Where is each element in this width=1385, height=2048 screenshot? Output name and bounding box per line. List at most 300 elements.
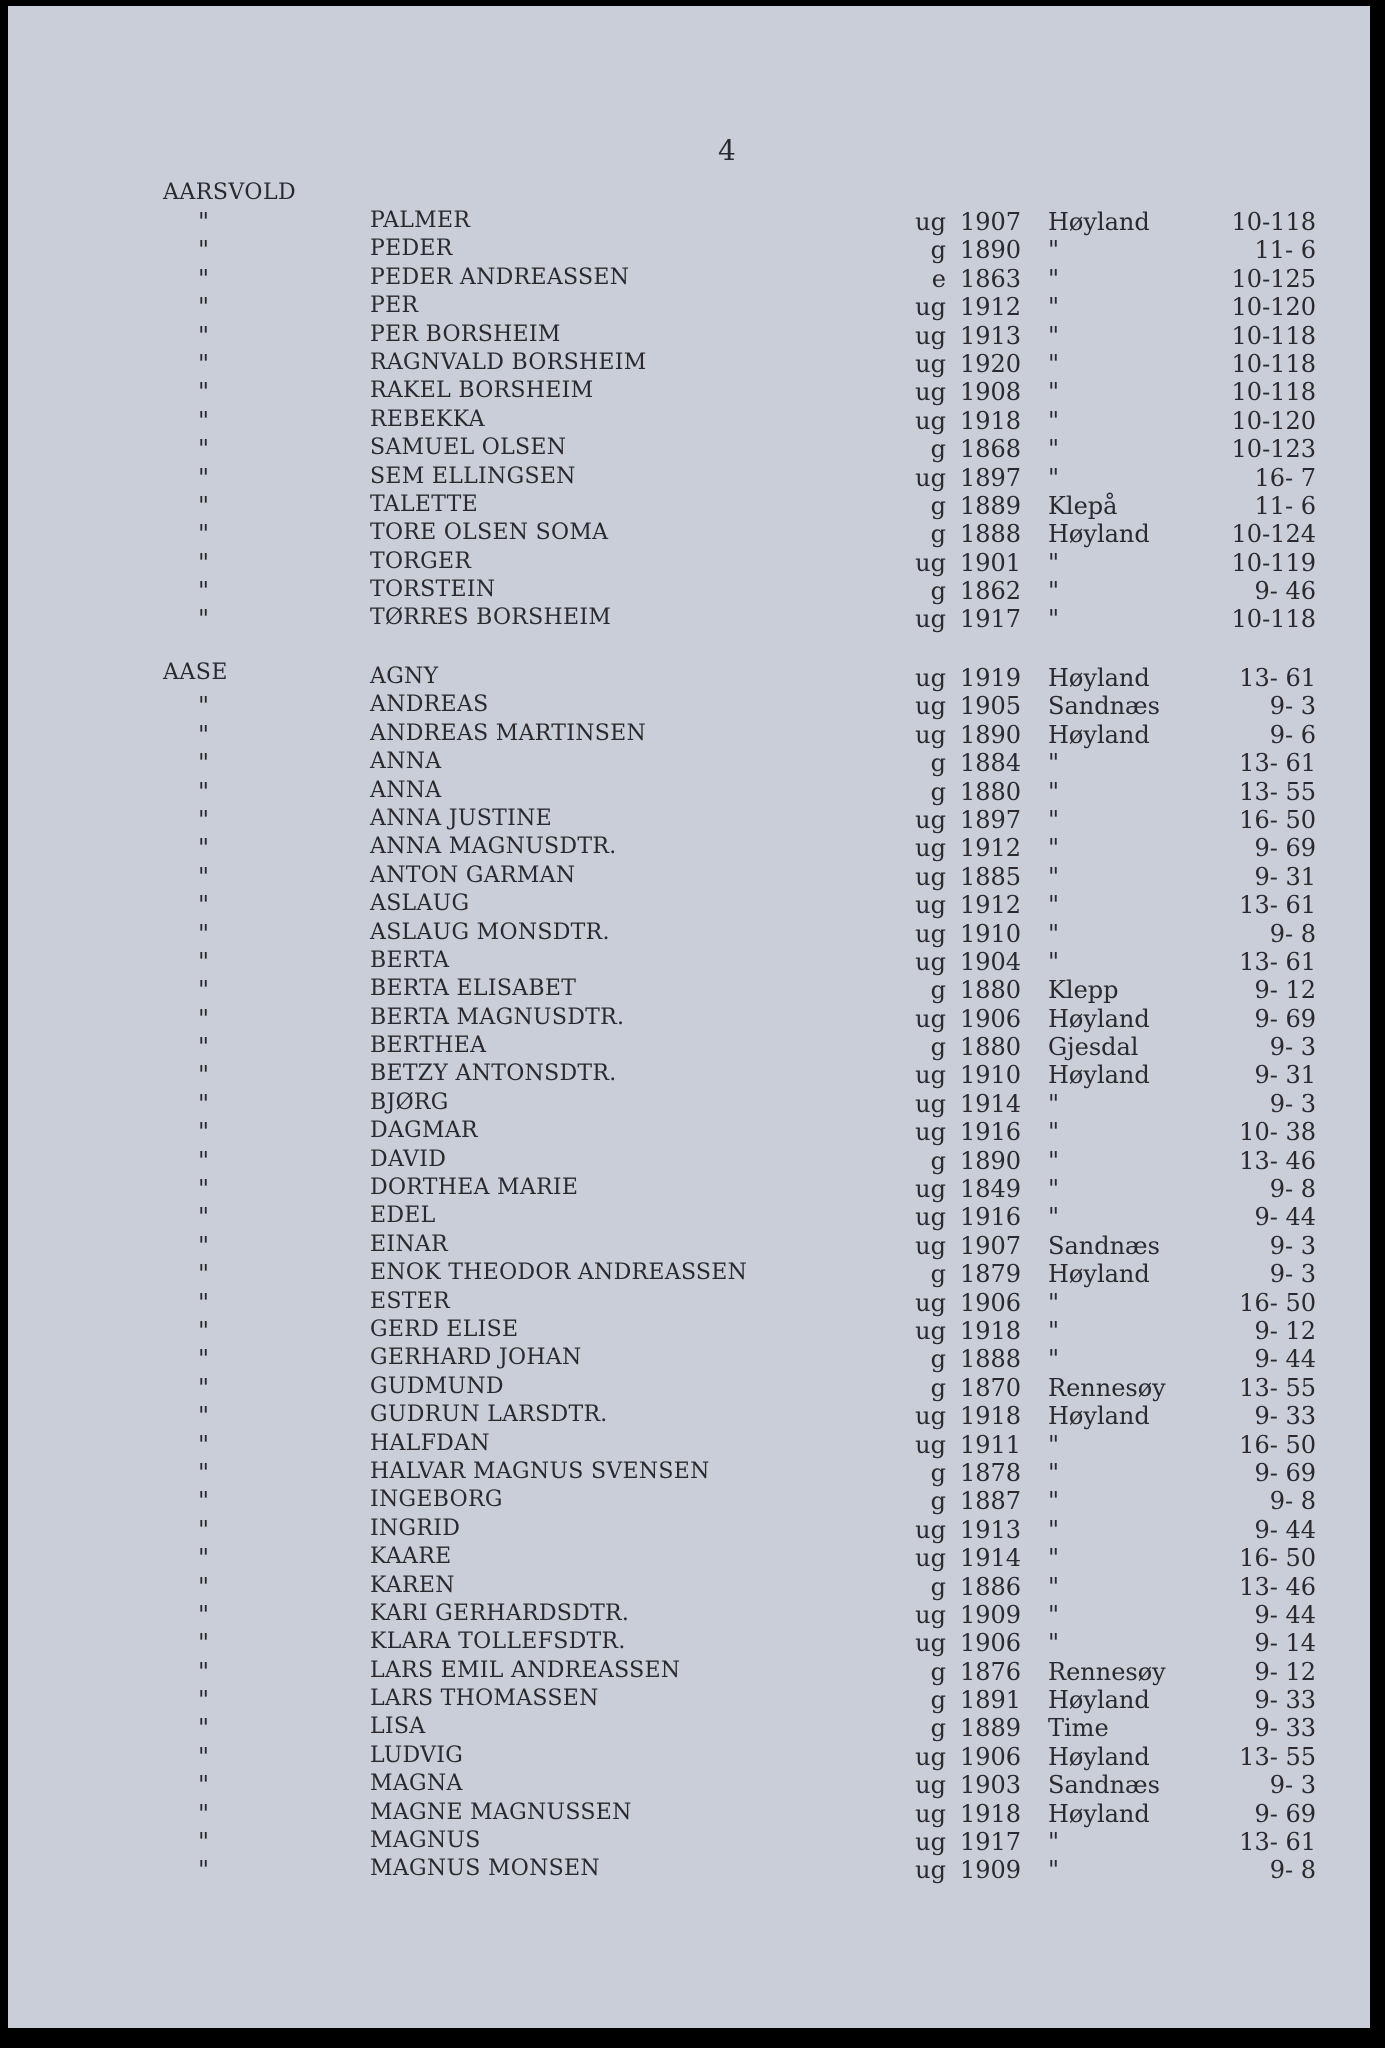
ditto-mark: " [198,1260,210,1289]
given-name: BERTA ELISABET [370,976,577,1002]
ditto-mark: " [198,236,210,265]
surname-heading: AARSVOLD [163,180,297,205]
birth-place: Høyland [1048,1004,1150,1033]
marital-status: g [930,1714,946,1743]
birth-place: " [1048,577,1060,606]
marital-status: ug [915,321,946,350]
reference: 10-119 [1231,548,1316,577]
ditto-mark: " [198,1061,210,1090]
birth-place: " [1048,435,1060,464]
surname-section-aarsvold [8,180,1370,634]
given-name: TORGER [370,548,472,574]
birth-year: 1917 [960,1828,1022,1857]
ditto-mark: " [198,1402,210,1431]
ditto-mark: " [198,1686,210,1715]
register-entry [8,1686,1370,1714]
ditto-mark: " [198,1487,210,1516]
marital-status: g [930,1458,946,1487]
birth-year: 1880 [960,1033,1022,1062]
given-name: INGEBORG [370,1487,503,1513]
given-name: ASLAUG MONSDTR. [370,919,610,945]
reference: 10-118 [1231,605,1316,634]
marital-status: ug [915,1118,946,1147]
birth-place: " [1048,862,1060,891]
register-entry [8,1828,1370,1856]
birth-year: 1919 [960,664,1022,692]
birth-place: " [1048,1345,1060,1374]
birth-year: 1911 [960,1430,1022,1459]
birth-year: 1907 [960,1231,1022,1260]
ditto-mark: " [198,1316,210,1345]
birth-year: 1889 [960,491,1022,520]
marital-status: ug [915,208,946,236]
marital-status: ug [915,805,946,834]
birth-year: 1888 [960,520,1022,549]
reference: 13- 55 [1239,777,1316,806]
birth-place: Høyland [1048,664,1150,692]
birth-place: Høyland [1048,520,1150,549]
given-name: ANDREAS MARTINSEN [370,720,647,746]
given-name: TØRRES BORSHEIM [370,605,612,631]
marital-status: g [930,1686,946,1715]
ditto-mark: " [198,208,210,236]
reference: 10-125 [1231,264,1316,293]
marital-status: g [930,1260,946,1289]
birth-place: Høyland [1048,1799,1150,1828]
birth-year: 1887 [960,1487,1022,1516]
reference: 9- 3 [1269,1033,1316,1062]
register-entry [8,1090,1370,1118]
register-entry [8,1402,1370,1430]
ditto-mark: " [198,1600,210,1629]
marital-status: g [930,1572,946,1601]
ditto-mark: " [198,321,210,350]
ditto-mark: " [198,777,210,806]
register-entry [8,1771,1370,1799]
birth-place: Høyland [1048,1402,1150,1431]
given-name: KAREN [370,1572,455,1598]
reference: 9- 31 [1254,862,1316,891]
birth-place: Høyland [1048,1260,1150,1289]
given-name: BERTHEA [370,1033,487,1059]
given-name: ESTER [370,1288,450,1314]
given-name: LUDVIG [370,1742,464,1768]
birth-place: Rennesøy [1048,1657,1166,1686]
marital-status: ug [915,1799,946,1828]
given-name: GUDMUND [370,1373,504,1399]
ditto-mark: " [198,834,210,863]
given-name: AGNY [370,664,439,689]
birth-place: " [1048,1487,1060,1516]
register-entry [8,1232,1370,1260]
birth-year: 1906 [960,1288,1022,1317]
birth-place: Høyland [1048,1742,1150,1771]
birth-year: 1880 [960,976,1022,1005]
birth-year: 1890 [960,236,1022,265]
birth-place: " [1048,1544,1060,1573]
birth-year: 1912 [960,834,1022,863]
reference: 9- 46 [1254,577,1316,606]
birth-year: 1906 [960,1742,1022,1771]
marital-status: ug [915,1856,946,1885]
register-entry [8,435,1370,463]
given-name: LARS THOMASSEN [370,1686,599,1712]
register-entry [8,1260,1370,1288]
birth-place: " [1048,1089,1060,1118]
register-entry [8,863,1370,891]
register-entry [8,236,1370,264]
reference: 13- 46 [1239,1146,1316,1175]
birth-year: 1890 [960,720,1022,749]
reference: 10-120 [1231,293,1316,322]
reference: 13- 61 [1239,891,1316,920]
birth-year: 1885 [960,862,1022,891]
reference: 13- 55 [1239,1742,1316,1771]
register-entry [8,378,1370,406]
register-entry [8,1800,1370,1828]
birth-place: " [1048,463,1060,492]
birth-place: " [1048,834,1060,863]
birth-year: 1914 [960,1089,1022,1118]
ditto-mark: " [198,520,210,549]
register-entry [8,1203,1370,1231]
given-name: KARI GERHARDSDTR. [370,1600,630,1626]
reference: 11- 6 [1254,236,1316,265]
marital-status: ug [915,1203,946,1232]
ditto-mark: " [198,1288,210,1317]
given-name: GUDRUN LARSDTR. [370,1402,608,1428]
birth-year: 1897 [960,463,1022,492]
given-name: PER [370,293,419,319]
birth-year: 1889 [960,1714,1022,1743]
ditto-mark: " [198,720,210,749]
marital-status: ug [915,1004,946,1033]
register-entry [8,1856,1370,1884]
birth-place: " [1048,749,1060,778]
register-entry [8,1317,1370,1345]
birth-place: " [1048,1203,1060,1232]
given-name: EINAR [370,1231,448,1257]
birth-place: " [1048,947,1060,976]
ditto-mark: " [198,1203,210,1232]
surname-section-aase [8,660,1370,1885]
given-name: HALVAR MAGNUS SVENSEN [370,1458,710,1484]
ditto-mark: " [198,919,210,948]
register-entry [8,322,1370,350]
given-name: LARS EMIL ANDREASSEN [370,1657,681,1683]
birth-year: 1909 [960,1856,1022,1885]
reference: 9- 14 [1254,1629,1316,1658]
reference: 13- 46 [1239,1572,1316,1601]
reference: 9- 69 [1254,834,1316,863]
document-page [8,6,1370,2028]
birth-place: Rennesøy [1048,1373,1166,1402]
marital-status: ug [915,1430,946,1459]
birth-year: 1912 [960,891,1022,920]
register-entry [8,1544,1370,1572]
reference: 9- 3 [1269,1089,1316,1118]
marital-status: g [930,435,946,464]
given-name: DORTHEA MARIE [370,1175,579,1201]
given-name: MAGNE MAGNUSSEN [370,1799,632,1825]
marital-status: ug [915,1515,946,1544]
given-name: BJØRG [370,1089,449,1115]
given-name: ANNA JUSTINE [370,805,552,831]
birth-year: 1917 [960,605,1022,634]
register-entry [8,1629,1370,1657]
ditto-mark: " [198,692,210,721]
ditto-mark: " [198,1458,210,1487]
given-name: GERD ELISE [370,1316,519,1342]
register-entry [8,293,1370,321]
birth-year: 1918 [960,1402,1022,1431]
marital-status: ug [915,720,946,749]
given-name: SAMUEL OLSEN [370,435,567,461]
register-entry [8,664,1370,692]
given-name: RAKEL BORSHEIM [370,378,594,404]
given-name: RAGNVALD BORSHEIM [370,349,647,375]
birth-year: 1910 [960,919,1022,948]
reference: 9- 3 [1269,1771,1316,1800]
marital-status: ug [915,1771,946,1800]
given-name: HALFDAN [370,1430,490,1456]
given-name: ENOK THEODOR ANDREASSEN [370,1260,748,1286]
reference: 9- 3 [1269,692,1316,721]
marital-status: g [930,520,946,549]
birth-year: 1880 [960,777,1022,806]
given-name: MAGNA [370,1771,463,1797]
given-name: ANNA MAGNUSDTR. [370,834,617,860]
register-entry [8,1345,1370,1373]
ditto-mark: " [198,1175,210,1204]
reference: 9- 8 [1269,1856,1316,1885]
given-name: PEDER [370,236,453,262]
marital-status: ug [915,1742,946,1771]
birth-year: 1906 [960,1004,1022,1033]
reference: 10-124 [1231,520,1316,549]
register-entry [8,605,1370,633]
birth-place: " [1048,406,1060,435]
birth-place: " [1048,548,1060,577]
birth-place: " [1048,891,1060,920]
birth-place: " [1048,1316,1060,1345]
ditto-mark: " [198,463,210,492]
ditto-mark: " [198,805,210,834]
register-entry [8,1005,1370,1033]
given-name: BERTA [370,947,450,973]
reference: 13- 55 [1239,1373,1316,1402]
register-entry [8,1147,1370,1175]
birth-place: " [1048,1515,1060,1544]
ditto-mark: " [198,1430,210,1459]
ditto-mark: " [198,1004,210,1033]
marital-status: ug [915,548,946,577]
register-entry [8,1516,1370,1544]
birth-place: " [1048,264,1060,293]
birth-place: Sandnæs [1048,692,1160,721]
ditto-mark: " [198,1544,210,1573]
reference: 9- 33 [1254,1714,1316,1743]
register-entry [8,1743,1370,1771]
register-entry [8,920,1370,948]
reference: 10-120 [1231,406,1316,435]
birth-place: Høyland [1048,208,1150,236]
marital-status: ug [915,664,946,692]
birth-year: 1918 [960,1799,1022,1828]
given-name: GERHARD JOHAN [370,1345,582,1371]
marital-status: g [930,777,946,806]
reference: 13- 61 [1239,664,1316,692]
register-entry [8,492,1370,520]
register-entry [8,1118,1370,1146]
register-entry [8,1431,1370,1459]
register-entry [8,1573,1370,1601]
given-name: ANDREAS [370,692,489,718]
reference: 9- 69 [1254,1799,1316,1828]
register-entry [8,1033,1370,1061]
marital-status: ug [915,891,946,920]
birth-year: 1888 [960,1345,1022,1374]
birth-place: " [1048,1175,1060,1204]
birth-year: 1908 [960,378,1022,407]
marital-status: ug [915,1288,946,1317]
birth-place: " [1048,777,1060,806]
given-name: LISA [370,1714,426,1740]
register-entry [8,265,1370,293]
register-entry [8,1459,1370,1487]
marital-status: ug [915,834,946,863]
given-name: DAVID [370,1146,447,1172]
marital-status: g [930,1146,946,1175]
birth-place: " [1048,321,1060,350]
register-entry [8,1658,1370,1686]
marital-status: ug [915,947,946,976]
reference: 9- 3 [1269,1231,1316,1260]
ditto-mark: " [198,1771,210,1800]
birth-year: 1909 [960,1600,1022,1629]
marital-status: ug [915,349,946,378]
reference: 10-123 [1231,435,1316,464]
ditto-mark: " [198,1231,210,1260]
given-name: DAGMAR [370,1118,478,1144]
register-entry [8,520,1370,548]
ditto-mark: " [198,1629,210,1658]
reference: 10- 38 [1239,1118,1316,1147]
register-entry [8,464,1370,492]
reference: 9- 33 [1254,1686,1316,1715]
birth-place: " [1048,1629,1060,1658]
register-entry [8,1714,1370,1742]
birth-year: 1913 [960,321,1022,350]
birth-year: 1916 [960,1118,1022,1147]
register-entry [8,976,1370,1004]
birth-year: 1918 [960,406,1022,435]
ditto-mark: " [198,349,210,378]
given-name: BETZY ANTONSDTR. [370,1061,617,1087]
reference: 10-118 [1231,321,1316,350]
reference: 16- 50 [1239,1430,1316,1459]
given-name: PEDER ANDREASSEN [370,264,630,290]
birth-year: 1907 [960,208,1022,236]
marital-status: ug [915,1629,946,1658]
reference: 9- 44 [1254,1345,1316,1374]
marital-status: g [930,1657,946,1686]
given-name: MAGNUS MONSEN [370,1856,600,1882]
reference: 16- 50 [1239,1288,1316,1317]
birth-place: Høyland [1048,720,1150,749]
reference: 13- 61 [1239,1828,1316,1857]
ditto-mark: " [198,1345,210,1374]
reference: 13- 61 [1239,749,1316,778]
birth-year: 1905 [960,692,1022,721]
marital-status: ug [915,293,946,322]
ditto-mark: " [198,1033,210,1062]
birth-year: 1890 [960,1146,1022,1175]
reference: 16- 7 [1254,463,1316,492]
reference: 9- 44 [1254,1515,1316,1544]
marital-status: ug [915,1600,946,1629]
register-entry [8,350,1370,378]
ditto-mark: " [198,1515,210,1544]
given-name: PER BORSHEIM [370,321,561,347]
birth-year: 1904 [960,947,1022,976]
birth-year: 1920 [960,349,1022,378]
given-name: EDEL [370,1203,436,1229]
birth-place: " [1048,1600,1060,1629]
register-entry [8,1061,1370,1089]
marital-status: ug [915,1175,946,1204]
marital-status: ug [915,1402,946,1431]
birth-year: 1901 [960,548,1022,577]
birth-year: 1903 [960,1771,1022,1800]
marital-status: ug [915,1089,946,1118]
birth-year: 1886 [960,1572,1022,1601]
given-name: TORE OLSEN SOMA [370,520,609,546]
page-number: 4 [718,134,736,167]
register-entry [8,1601,1370,1629]
given-name: TALETTE [370,491,478,517]
birth-place: " [1048,1146,1060,1175]
given-name: PALMER [370,208,471,233]
birth-year: 1878 [960,1458,1022,1487]
register-entry [8,749,1370,777]
marital-status: ug [915,1231,946,1260]
marital-status: ug [915,406,946,435]
ditto-mark: " [198,435,210,464]
given-name: INGRID [370,1515,461,1541]
birth-year: 1862 [960,577,1022,606]
marital-status: g [930,577,946,606]
birth-place: " [1048,605,1060,634]
marital-status: ug [915,605,946,634]
marital-status: ug [915,862,946,891]
birth-year: 1876 [960,1657,1022,1686]
birth-place: Time [1048,1714,1109,1743]
given-name: SEM ELLINGSEN [370,463,576,489]
birth-place: " [1048,1856,1060,1885]
register-entry [8,721,1370,749]
ditto-mark: " [198,293,210,322]
birth-place: " [1048,1458,1060,1487]
birth-place: " [1048,1828,1060,1857]
reference: 9- 6 [1269,720,1316,749]
register-entry [8,806,1370,834]
ditto-mark: " [198,548,210,577]
marital-status: g [930,1487,946,1516]
ditto-mark: " [198,406,210,435]
register-entry [8,948,1370,976]
birth-place: Klepp [1048,976,1119,1005]
